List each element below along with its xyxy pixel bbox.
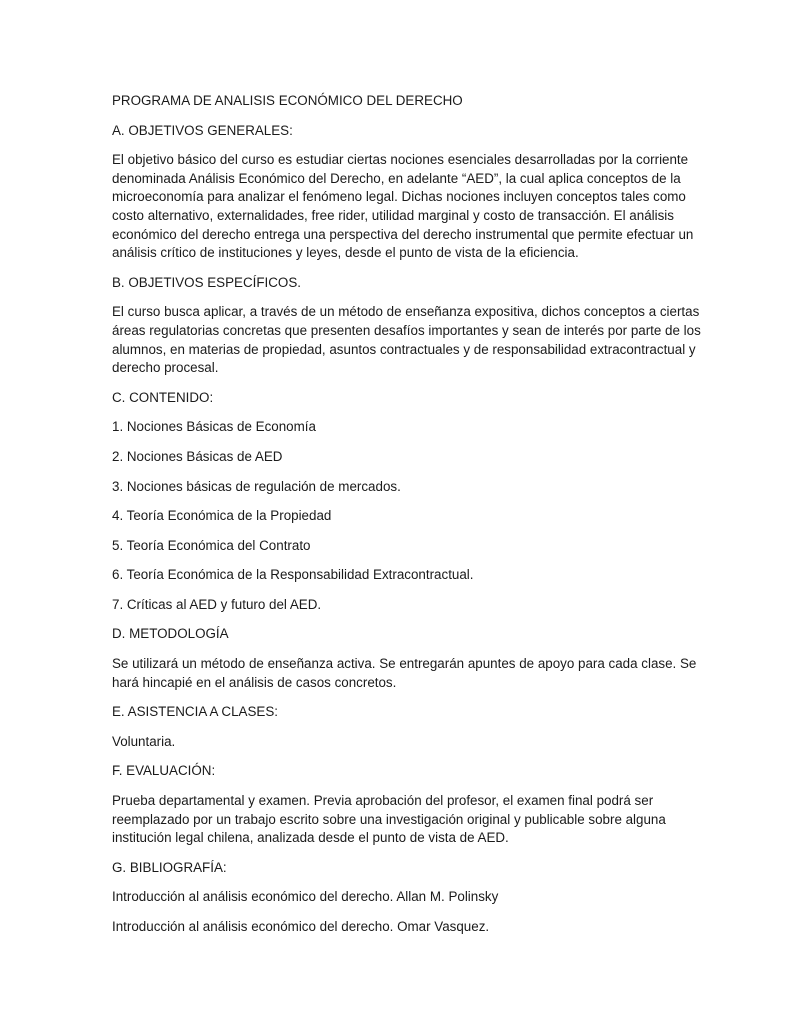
bibliography-item-1: Introducción al análisis económico del derecho. Allan M. Polinsky <box>112 889 499 905</box>
section-a-body: El objetivo básico del curso es estudiar ciertas nociones esenciales desarrolladas por la corriente denominada Análisis Económico del Derecho, en adelante “AED”, la cual aplica conceptos de la microeconomía para analizar el fenómeno legal. Dichas nociones incluyen conceptos tales como costo alternativo, externalidades, free rider, utilidad marginal y costo de transacción. El análisis económico del derecho entrega una perspectiva del derecho instrumental que permite efectuar un análisis crítico de instituciones y leyes, desde el punto de vista de la eficiencia. <box>112 152 694 261</box>
bibliography-item-2: Introducción al análisis económico del derecho. Omar Vasquez. <box>112 919 490 934</box>
content-item-6: 6. Teoría Económica de la Responsabilidad Extracontractual. <box>112 567 474 583</box>
content-item-2: 2. Nociones Básicas de AED <box>112 448 283 464</box>
section-f-heading: F. EVALUACIÓN: <box>112 763 216 779</box>
section-d-heading: D. METODOLOGÍA <box>112 626 229 642</box>
content-item-5: 5. Teoría Económica del Contrato <box>112 537 311 553</box>
document-page <box>112 92 702 948</box>
section-e-body: Voluntaria. <box>112 733 176 749</box>
document-title: PROGRAMA DE ANALISIS ECONÓMICO DEL DERECHO <box>112 93 463 108</box>
content-item-4: 4. Teoría Económica de la Propiedad <box>112 508 332 524</box>
section-d-body: Se utilizará un método de enseñanza activa. Se entregarán apuntes de apoyo para cada clase. Se hará hincapié en el análisis de casos concretos. <box>112 656 697 690</box>
content-item-1: 1. Nociones Básicas de Economía <box>112 419 316 435</box>
section-a-heading: A. OBJETIVOS GENERALES: <box>112 122 293 138</box>
section-g-heading: G. BIBLIOGRAFÍA: <box>112 859 227 875</box>
content-item-7: 7. Críticas al AED y futuro del AED. <box>112 596 322 612</box>
section-c-heading: C. CONTENIDO: <box>112 389 214 405</box>
content-item-3: 3. Nociones básicas de regulación de mercados. <box>112 478 401 494</box>
section-e-heading: E. ASISTENCIA A CLASES: <box>112 704 278 720</box>
section-b-heading: B. OBJETIVOS ESPECÍFICOS. <box>112 274 301 290</box>
section-f-body: Prueba departamental y examen. Previa aprobación del profesor, el examen final podrá ser reemplazado por un trabajo escrito sobre una investigación original y publicable sobre alguna institución legal chilena, analizada desde el punto de vista de AED. <box>112 793 666 846</box>
section-b-body: El curso busca aplicar, a través de un método de enseñanza expositiva, dichos conceptos a ciertas áreas regulatorias concretas que presenten desafíos importantes y sean de interés por parte de los alumnos, en materias de propiedad, asuntos contractuales y de responsabilidad extracontractual y derecho procesal. <box>112 304 701 376</box>
